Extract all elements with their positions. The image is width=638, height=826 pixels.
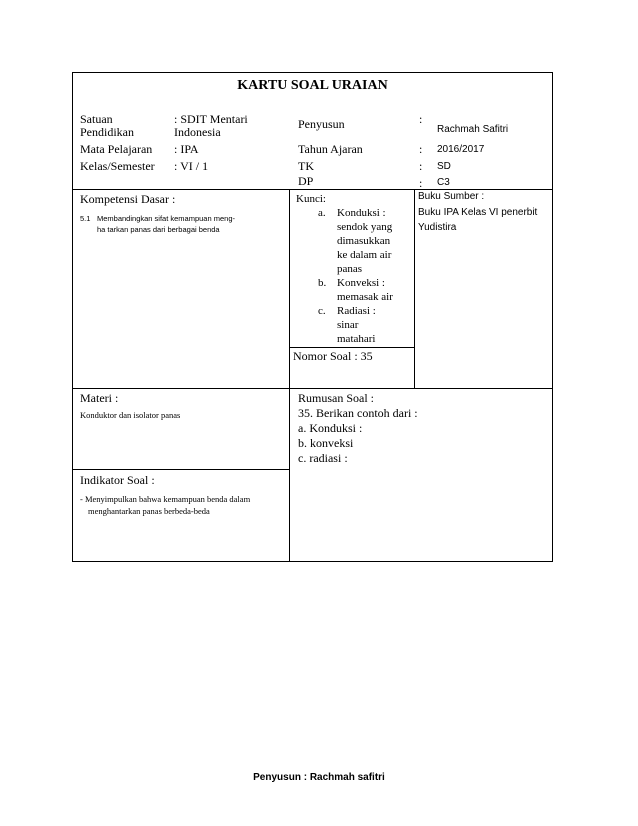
mapel-value: : IPA	[174, 142, 199, 156]
kompetensi-text-2: ha tarkan panas dari berbagai benda	[97, 225, 220, 234]
penyusun-label: Penyusun	[298, 117, 345, 131]
kelas-label: Kelas/Semester	[80, 159, 155, 173]
rumusan-line: c. radiasi :	[298, 451, 348, 465]
materi-text: Konduktor dan isolator panas	[80, 410, 181, 420]
tk-colon: :	[419, 159, 423, 173]
kunci-a-line: dimasukkan	[337, 235, 391, 247]
nomor-soal: Nomor Soal : 35	[293, 349, 373, 363]
kunci-a-line: Konduksi :	[337, 207, 386, 219]
indikator-label: Indikator Soal :	[80, 473, 155, 487]
kelas-value: : VI / 1	[174, 159, 209, 173]
satuan-value-2: Indonesia	[174, 125, 221, 139]
kunci-marker-b: b.	[318, 277, 327, 289]
kunci-c-line: matahari	[337, 333, 376, 345]
divider-middle	[72, 388, 553, 389]
kompetensi-text: Membandingkan sifat kemampuan meng-	[97, 214, 235, 223]
tahun-colon: :	[419, 142, 423, 156]
buku-sumber-text: Buku IPA Kelas VI penerbit	[418, 207, 538, 218]
border-top	[72, 72, 553, 73]
rumusan-line: 35. Berikan contoh dari :	[298, 406, 418, 420]
dp-label: DP	[298, 174, 314, 188]
divider-header	[72, 189, 553, 190]
kunci-c-line: sinar	[337, 319, 359, 331]
border-bottom	[72, 561, 553, 562]
dp-value: C3	[437, 177, 450, 188]
divider-indikator	[72, 469, 290, 470]
penyusun-value: Rachmah Safitri	[437, 124, 509, 135]
indikator-text-2: menghantarkan panas berbeda-beda	[88, 506, 210, 516]
buku-sumber-text-2: Yudistira	[418, 222, 457, 233]
kunci-a-line: ke dalam air	[337, 249, 392, 261]
indikator-text: - Menyimpulkan bahwa kemampuan benda dalam	[80, 494, 251, 504]
kompetensi-number: 5.1	[80, 214, 91, 223]
tahun-value: 2016/2017	[437, 144, 485, 155]
border-left	[72, 72, 73, 562]
kompetensi-label: Kompetensi Dasar :	[80, 192, 176, 206]
kunci-b-line: memasak air	[337, 291, 393, 303]
kunci-a-line: sendok yang	[337, 221, 393, 233]
rumusan-line: b. konveksi	[298, 436, 354, 450]
satuan-value: : SDIT Mentari	[174, 112, 248, 126]
mapel-label: Mata Pelajaran	[80, 142, 153, 156]
penyusun-colon: :	[419, 112, 423, 126]
tahun-label: Tahun Ajaran	[298, 142, 363, 156]
page-footer: Penyusun : Rachmah safitri	[253, 772, 385, 783]
kunci-marker-a: a.	[318, 207, 326, 219]
divider-col-right	[414, 189, 415, 389]
kunci-b-line: Konveksi :	[337, 277, 385, 289]
divider-col-left	[289, 189, 290, 562]
kunci-c-line: Radiasi :	[337, 305, 376, 317]
rumusan-line: a. Konduksi :	[298, 421, 363, 435]
materi-label: Materi :	[80, 391, 119, 405]
buku-sumber-label: Buku Sumber :	[418, 191, 485, 202]
tk-value: SD	[437, 161, 451, 172]
kunci-label: Kunci:	[296, 193, 326, 205]
dp-colon: :	[419, 176, 423, 190]
rumusan-label: Rumusan Soal :	[298, 391, 375, 405]
card-title: KARTU SOAL URAIAN	[237, 78, 388, 93]
border-right	[552, 72, 553, 562]
divider-nomor	[289, 347, 415, 348]
kunci-marker-c: c.	[318, 305, 326, 317]
kunci-a-line: panas	[337, 263, 363, 275]
satuan-label: Satuan	[80, 112, 113, 126]
satuan-label-2: Pendidikan	[80, 125, 134, 139]
tk-label: TK	[298, 159, 314, 173]
